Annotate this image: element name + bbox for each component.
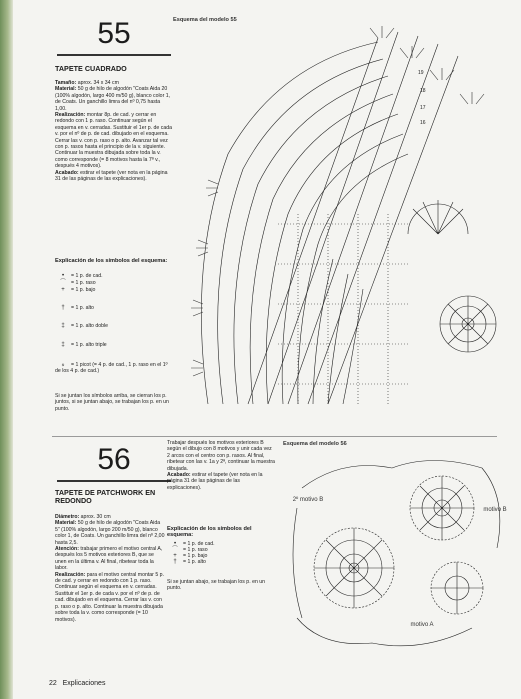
pattern-56-legend-title: Explicación de los símbolos del esquema: — [167, 526, 252, 539]
pattern-number-56: 56 — [57, 440, 171, 482]
svg-text:19: 19 — [418, 70, 424, 76]
pattern-56-legend: • = 1 p. de cad. ⌒ = 1 p. raso + = 1 p. bajo † = 1 p. alto — [171, 541, 215, 565]
motif-b-label-right: motivo B — [483, 507, 507, 513]
pattern-56-instructions-cont: Trabajar después los motivos exteriores B según el dibujo con 8 motivos y unir cada vez 2 arcos con el centro con p. rasos. Al final, ribetear con las v. 1a y 2ª, continuar la muestra dibujada. Acabado: estirar el tapete (ver nota en la página 31 de las páginas de las explicaciones). — [167, 440, 275, 491]
motif-b-label-left: 2º motivo B — [292, 497, 324, 503]
svg-text:17: 17 — [420, 105, 426, 111]
pattern-55-legend-title: Explicación de los símbolos del esquema: — [55, 258, 168, 264]
pattern-56-instructions: Diámetro: aprox. 30 cm Material: 50 g de hilo de algodón "Coats Aida 5" (100% algodón, largo 200 m/50 g), blanco color 1, de Coats. Un ganchillo limra del nº 2,00 hasta 2,5. Atención: trabajar primero el motivo central A, después los 5 motivos exteriores B, que se unen en la última v. Al final, ribetear toda la labor. Realización: para el motivo central montar 5 p. de cad. y cerrar en redondo con 1 p. raso. Continuar según el esquema en v. cerradas. Sustituir el 1er p. de cada v. por el nº de p. de cad. dibujado en el esquema. Cerrar las v. con p. raso o p. alto. Continuar la muestra dibujada sobre toda la v. como corresponde (= 10 motivos). — [55, 514, 165, 623]
motif-a-label: motivo A — [410, 622, 434, 628]
svg-text:18: 18 — [420, 88, 426, 94]
pattern-55-title: TAPETE CUADRADO — [55, 64, 127, 73]
pattern-56-title: TAPETE DE PATCHWORK EN REDONDO — [55, 488, 156, 506]
pattern-55-legend: • = 1 p. de cad. ⌒ = 1 p. raso + = 1 p. bajo † = 1 p. alto ‡ = 1 p. alto doble ‡ = 1 p. alto triple ℴ = 1 picot (= 4 p. de cad., 1 p. raso en el 1º de los 4 p. de cad.) — [55, 273, 168, 374]
pattern-55-instructions: Tamaño: aprox. 34 x 34 cm Material: 50 g de hilo de algodón "Coats Aida 20 (100% algodón, largo 400 m/50 g), blanco color 1, de Coats. Un ganchillo limra del nº 0,75 hasta 1,00. Realización: montar 8p. de cad. y cerrar en redondo con 1 p. raso. Continuar según el esquema en v. cerradas. Sustituir el 1er p. de cada v. por el nº de p. de cad. dibujado en el esquema. Cerrar las v. con p. raso o p. alto. Avanzar tal vez con p. rasos hasta el principio de la v. siguiente. Continuar la muestra dibujada sobre toda la v. como corresponde (= 8 motivos hasta la 7ª v., después 4 motivos). Acabado: estirar el tapete (ver nota en la página 31 de las páginas de las explicaciones). — [55, 80, 172, 183]
pattern-56-note: Si se juntan abajo, se trabajan los p. en un punto. — [167, 579, 266, 592]
svg-text:16: 16 — [420, 120, 426, 126]
pattern-number-55: 55 — [57, 14, 171, 56]
page-footer: 22 Explicaciones — [49, 680, 106, 687]
chart-56-title: Esquema del modelo 56 — [283, 441, 347, 447]
crochet-chart-56 — [282, 448, 512, 653]
page-edge-photo — [0, 0, 13, 699]
pattern-55-note: Si se juntan los símbolos arriba, se cierran los p. juntos, si se juntan abajo, se trabajan los p. en un punto. — [55, 393, 169, 412]
section-divider — [52, 436, 497, 437]
chart-55-title: Esquema del modelo 55 — [173, 17, 237, 23]
crochet-chart-55 — [168, 24, 513, 424]
